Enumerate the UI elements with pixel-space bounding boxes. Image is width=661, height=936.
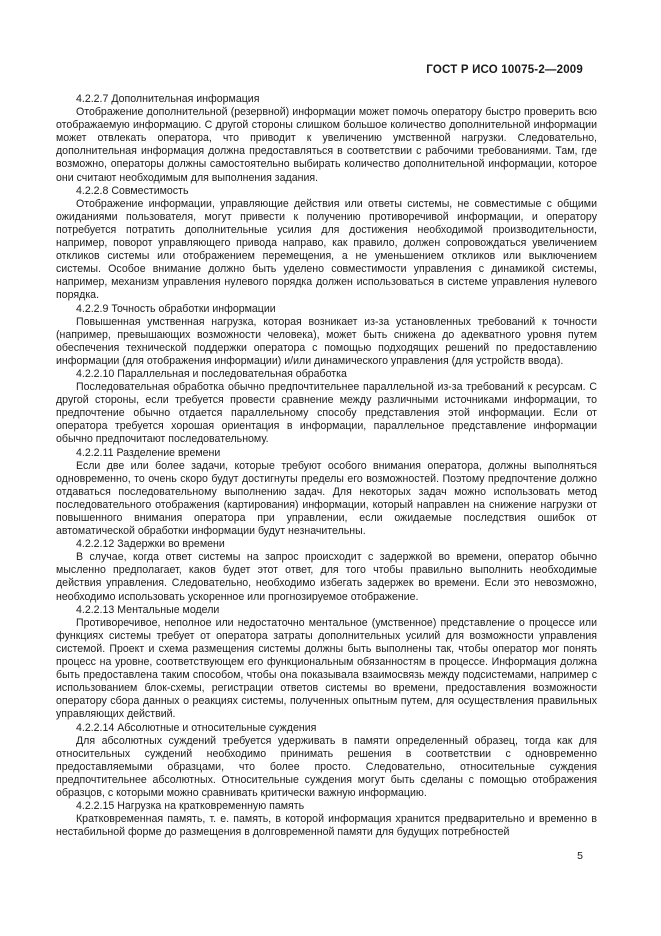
section-heading: 4.2.2.14 Абсолютные и относительные суждения xyxy=(76,721,317,734)
document-code: ГОСТ Р ИСО 10075-2—2009 xyxy=(426,64,583,76)
section-heading: 4.2.2.8 Совместимость xyxy=(76,184,189,197)
section-paragraph: В случае, когда ответ системы на запрос происходит с задержкой во времени, оператор обычно мысленно предполагает, каков будет этот ответ, для того чтобы правильно выполнить необходимые действия управления. Следовательно, необходимо избегать задержек во времени. Если это невозможно, необходимо использовать ускоренное или прогнозируемое отображение. xyxy=(56,551,597,603)
section-heading: 4.2.2.11 Разделение времени xyxy=(76,446,221,459)
section-paragraph: Отображение дополнительной (резервной) информации может помочь оператору быстро проверить всю отображаемую информацию. С другой стороны слишком большое количество дополнительной информации может отвлекать оператора, что приводит к увеличению умственной нагрузки. Следовательно, дополнительная информация должна предоставляться в соответствии с рабочими требованиями. Там, где возможно, операторы должны самостоятельно выбирать количество дополнительной информации, которое они считают необходимым для выполнения задания. xyxy=(56,106,597,184)
section-paragraph: Если две или более задачи, которые требуют особого внимания оператора, должны выполняться одновременно, то очень скоро будут достигнуты пределы его возможностей. Поэтому предпочтение должно отдаваться последовательному выполнению задач. Для некоторых задач можно использовать метод последовательного отображения (картирования) информации, который направлен на снижение нагрузки от повышенного внимания оператора при управлении, если ожидаемые последствия ошибок от автоматической обработки информации будут незначительны. xyxy=(56,459,597,538)
section-heading: 4.2.2.10 Параллельная и последовательная обработка xyxy=(76,367,347,380)
section-heading: 4.2.2.12 Задержки во времени xyxy=(76,538,225,551)
section-heading: 4.2.2.15 Нагрузка на кратковременную память xyxy=(76,800,305,813)
page-number: 5 xyxy=(577,850,583,862)
section-heading: 4.2.2.7 Дополнительная информация xyxy=(76,93,260,105)
section-paragraph: Противоречивое, неполное или недостаточно ментальное (умственное) представление о процессе или функциях системы требует от оператора затраты дополнительных усилий для возможности управления системой. Проект и схема размещения системы должны быть выполнены так, чтобы оператор мог понять процесс на уровне, соответствующем его функциональным обязанностям в процессе. Информация должна быть предоставлена таким способом, чтобы она показывала взаимосвязь между подсистемами, например с использованием блок-схемы, регистрации ответов системы во времени, предоставления возможности оператору сбора данных о реакциях системы, полученных опытным путем, для осуществления правильных управляющих действий. xyxy=(56,616,597,721)
section-paragraph: Повышенная умственная нагрузка, которая возникает из-за установленных требований к точности (например, превышающих возможности человека), может быть снижена до адекватного уровня путем обеспечения технической поддержки оператора с помощью подходящих решений по предоставлению информации (для отображения информации) и/или динамического управления (для устройств ввода). xyxy=(56,315,597,367)
document-body xyxy=(56,93,597,839)
section-paragraph: Отображение информации, управляющие действия или ответы системы, не совместимые с общими ожиданиями пользователя, могут привести к получению противоречивой информации, и оператору потребуется потратить дополнительные усилия для достижения необходимой производительности, например, поворот управляющего привода направо, как правило, должен сопровождаться увеличением откликов системы или отображением перемещения, а не уменьшением откликов или выключением системы. Особое внимание должно быть уделено совместимости управления с динамикой системы, например, механизм управления нулевого порядка должен использоваться в системе управления нулевого порядка. xyxy=(56,197,597,302)
section-paragraph: Последовательная обработка обычно предпочтительнее параллельной из-за требований к ресурсам. С другой стороны, если требуется провести сравнение между различными источниками информации, то предпочтение обычно отдается параллельному способу представления этой информации. Если от оператора требуется хорошая ориентация в информации, параллельное представление информации обычно предпочитают последовательному. xyxy=(56,381,597,446)
section-heading: 4.2.2.13 Ментальные модели xyxy=(76,603,220,616)
section-paragraph: Для абсолютных суждений требуется удерживать в памяти определенный образец, тогда как для относительных суждений необходимо принимать решения в соответствии с одновременно предоставляемыми образцами, что более просто. Следовательно, относительные суждения предпочтительнее абсолютных. Относительные суждения могут быть сделаны с помощью отображения образцов, с которыми можно сравнивать критически важную информацию. xyxy=(56,734,597,799)
section-heading: 4.2.2.9 Точность обработки информации xyxy=(76,302,276,315)
section-paragraph: Кратковременная память, т. е. память, в которой информация хранится предварительно и временно в нестабильной форме до размещения в долговременной памяти для будущих потребностей xyxy=(56,813,597,839)
